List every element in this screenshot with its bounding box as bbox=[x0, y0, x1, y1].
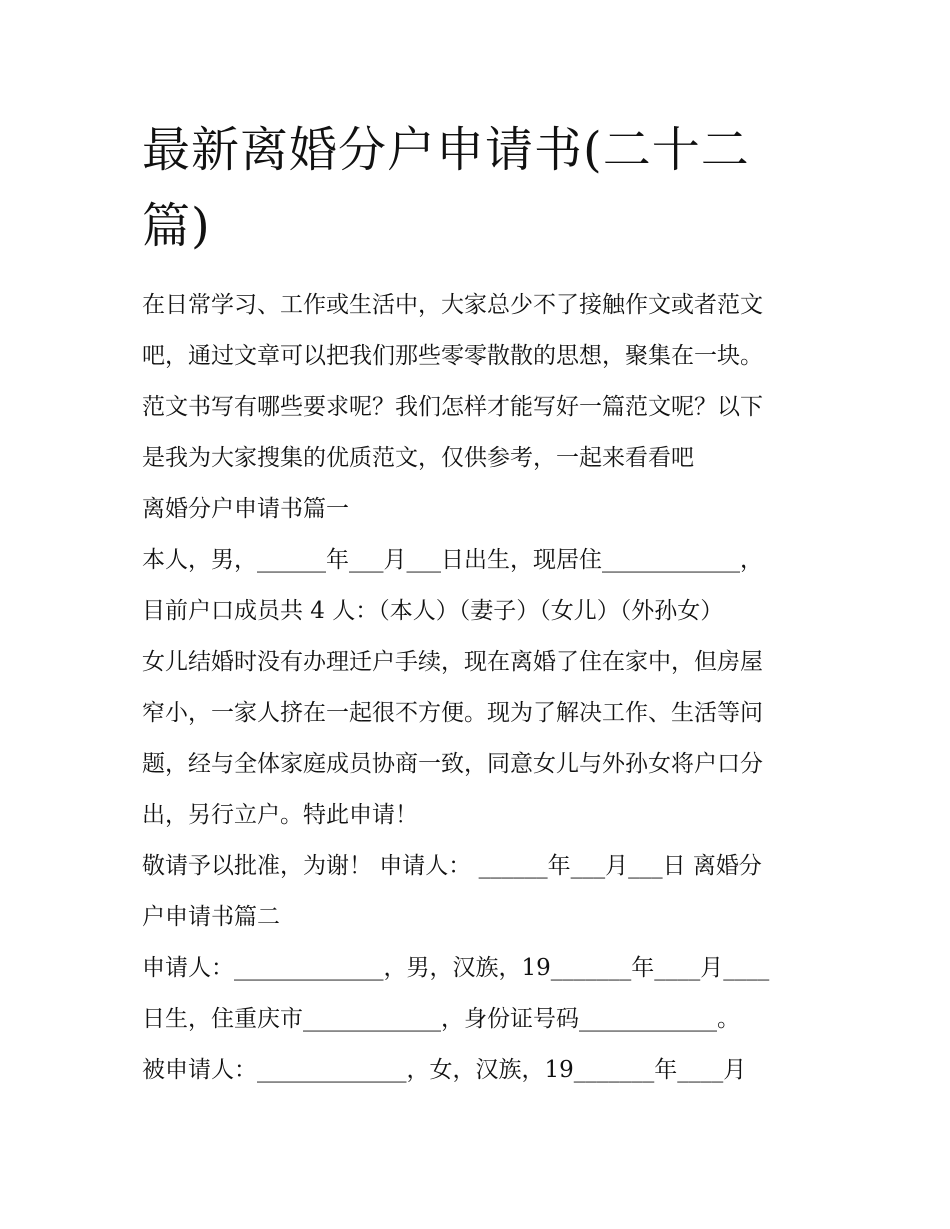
section-heading: 离婚分户申请书篇一 bbox=[142, 496, 349, 522]
body-line: 被申请人：_____________，女，汉族，19_______年____月 bbox=[142, 1057, 747, 1083]
section-heading: 户申请书篇二 bbox=[142, 904, 280, 930]
body-line: 日生，住重庆市____________，身份证号码____________。 bbox=[142, 1006, 740, 1032]
body-line: 在日常学习、工作或生活中，大家总少不了接触作文或者范文 bbox=[142, 292, 763, 318]
title-line-2: 篇) bbox=[142, 198, 211, 254]
body-line: 敬请予以批准，为谢！ 申请人： ______年___月___日 离婚分 bbox=[142, 853, 762, 879]
document-title bbox=[142, 112, 822, 264]
body-line: 目前户口成员共 4 人：（本人）（妻子）（女儿）（外孙女） bbox=[142, 598, 724, 624]
body-line: 女儿结婚时没有办理迁户手续，现在离婚了住在家中，但房屋 bbox=[142, 649, 763, 675]
body-line: 题，经与全体家庭成员协商一致，同意女儿与外孙女将户口分 bbox=[142, 751, 763, 777]
body-line: 申请人：_____________，男，汉族，19_______年____月____ bbox=[142, 955, 770, 981]
body-line: 范文书写有哪些要求呢？我们怎样才能写好一篇范文呢？以下 bbox=[142, 394, 763, 420]
title-line-1: 最新离婚分户申请书(二十二 bbox=[142, 122, 750, 178]
body-line: 是我为大家搜集的优质范文，仅供参考，一起来看看吧 bbox=[142, 445, 694, 471]
body-line: 本人，男，______年___月___日出生，现居住____________， bbox=[142, 547, 763, 573]
body-line: 出，另行立户。特此申请！ bbox=[142, 802, 418, 828]
body-line: 窄小，一家人挤在一起很不方便。现为了解决工作、生活等问 bbox=[142, 700, 763, 726]
document-body bbox=[142, 280, 822, 1096]
body-line: 吧，通过文章可以把我们那些零零散散的思想，聚集在一块。 bbox=[142, 343, 763, 369]
